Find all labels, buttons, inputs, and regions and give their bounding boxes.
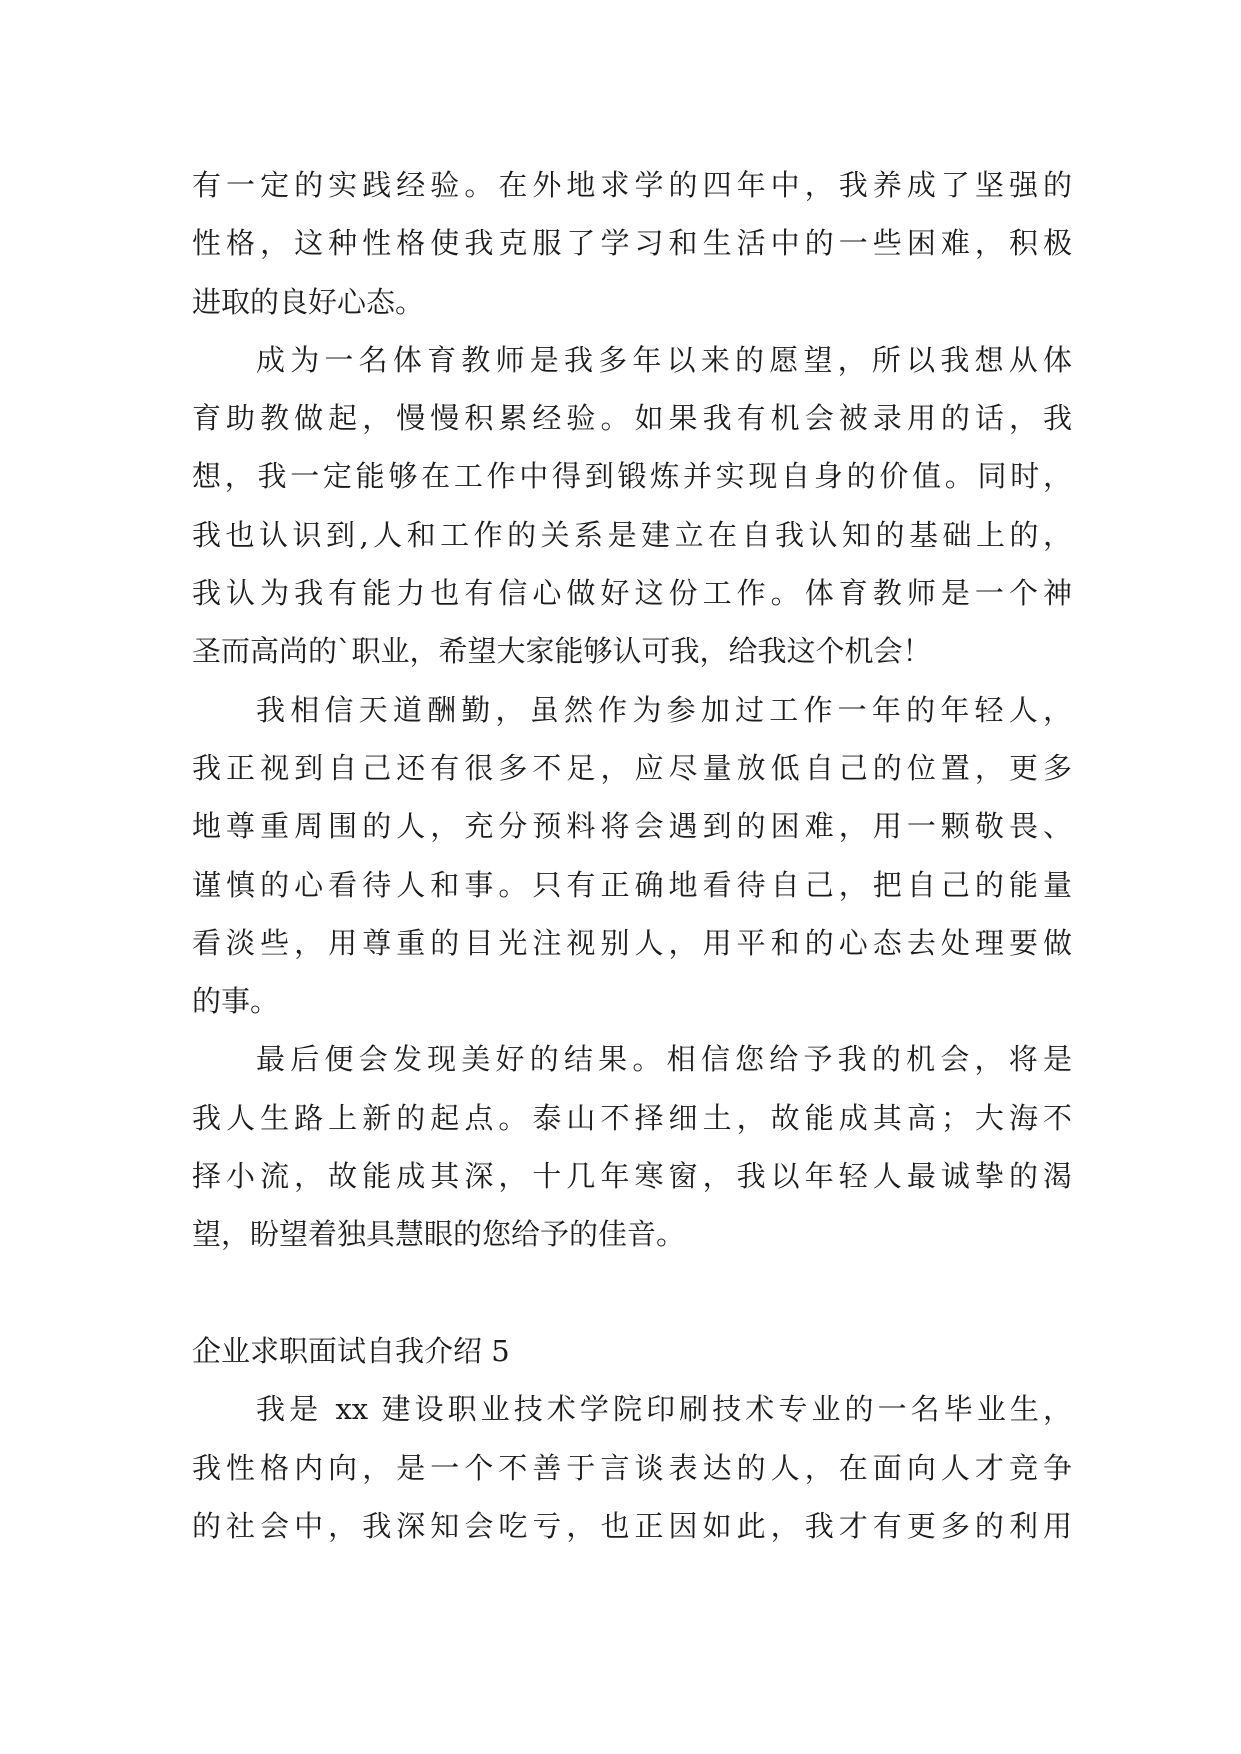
- text-line: 我也认识到,人和工作的关系是建立在自我认知的基础上的，: [192, 517, 1072, 552]
- paragraph-5: [192, 1380, 1072, 1555]
- text-line: 我正视到自己还有很多不足，应尽量放低自己的位置，更多: [192, 750, 1072, 785]
- text-line: 我性格内向，是一个不善于言谈表达的人，在面向人才竞争: [192, 1450, 1072, 1485]
- text-line: 的社会中，我深知会吃亏，也正因如此，我才有更多的利用: [192, 1508, 1072, 1543]
- text-line: 我人生路上新的起点。泰山不择细土，故能成其高；大海不: [192, 1100, 1072, 1135]
- text-line: 想，我一定能够在工作中得到锻炼并实现自身的价值。同时，: [192, 459, 1072, 494]
- text-line: 育助教做起，慢慢积累经验。如果我有机会被录用的话，我: [192, 401, 1072, 436]
- document-body: [192, 156, 1072, 1555]
- section-heading: 企业求职面试自我介绍 5: [192, 1333, 510, 1368]
- text-line: 最后便会发现美好的结果。相信您给予我的机会，将是: [256, 1042, 1072, 1077]
- paragraph-3: [192, 681, 1072, 1031]
- text-line: 谨慎的心看待人和事。只有正确地看待自己，把自己的能量: [192, 867, 1072, 902]
- paragraph-2: [192, 331, 1072, 681]
- text-line: 我认为我有能力也有信心做好这份工作。体育教师是一个神: [192, 576, 1072, 611]
- text-line: 进取的良好心态。: [192, 284, 425, 319]
- paragraph-1: [192, 156, 1072, 331]
- text-line: 有一定的实践经验。在外地求学的四年中，我养成了坚强的: [192, 168, 1072, 202]
- text-line: 望，盼望着独具慧眼的您给予的佳音。: [192, 1217, 686, 1252]
- text-line: 地尊重周围的人，充分预料将会遇到的困难，用一颗敬畏、: [192, 809, 1072, 844]
- text-line: 我是 xx 建设职业技术学院印刷技术专业的一名毕业生，: [256, 1392, 1072, 1427]
- text-line: 我相信天道酬勤，虽然作为参加过工作一年的年轻人，: [256, 692, 1072, 727]
- text-line: 择小流，故能成其深，十几年寒窗，我以年轻人最诚挚的渴: [192, 1159, 1072, 1194]
- text-line: 圣而高尚的`职业，希望大家能够认可我，给我这个机会！: [192, 634, 932, 669]
- text-line: 看淡些，用尊重的目光注视别人，用平和的心态去处理要做: [192, 925, 1072, 960]
- section-spacer: [192, 1264, 1072, 1322]
- paragraph-4: [192, 1030, 1072, 1263]
- text-line: 的事。: [192, 984, 280, 1019]
- text-line: 性格，这种性格使我克服了学习和生活中的一些困难，积极: [192, 226, 1072, 261]
- text-line: 成为一名体育教师是我多年以来的愿望，所以我想从体: [256, 342, 1072, 377]
